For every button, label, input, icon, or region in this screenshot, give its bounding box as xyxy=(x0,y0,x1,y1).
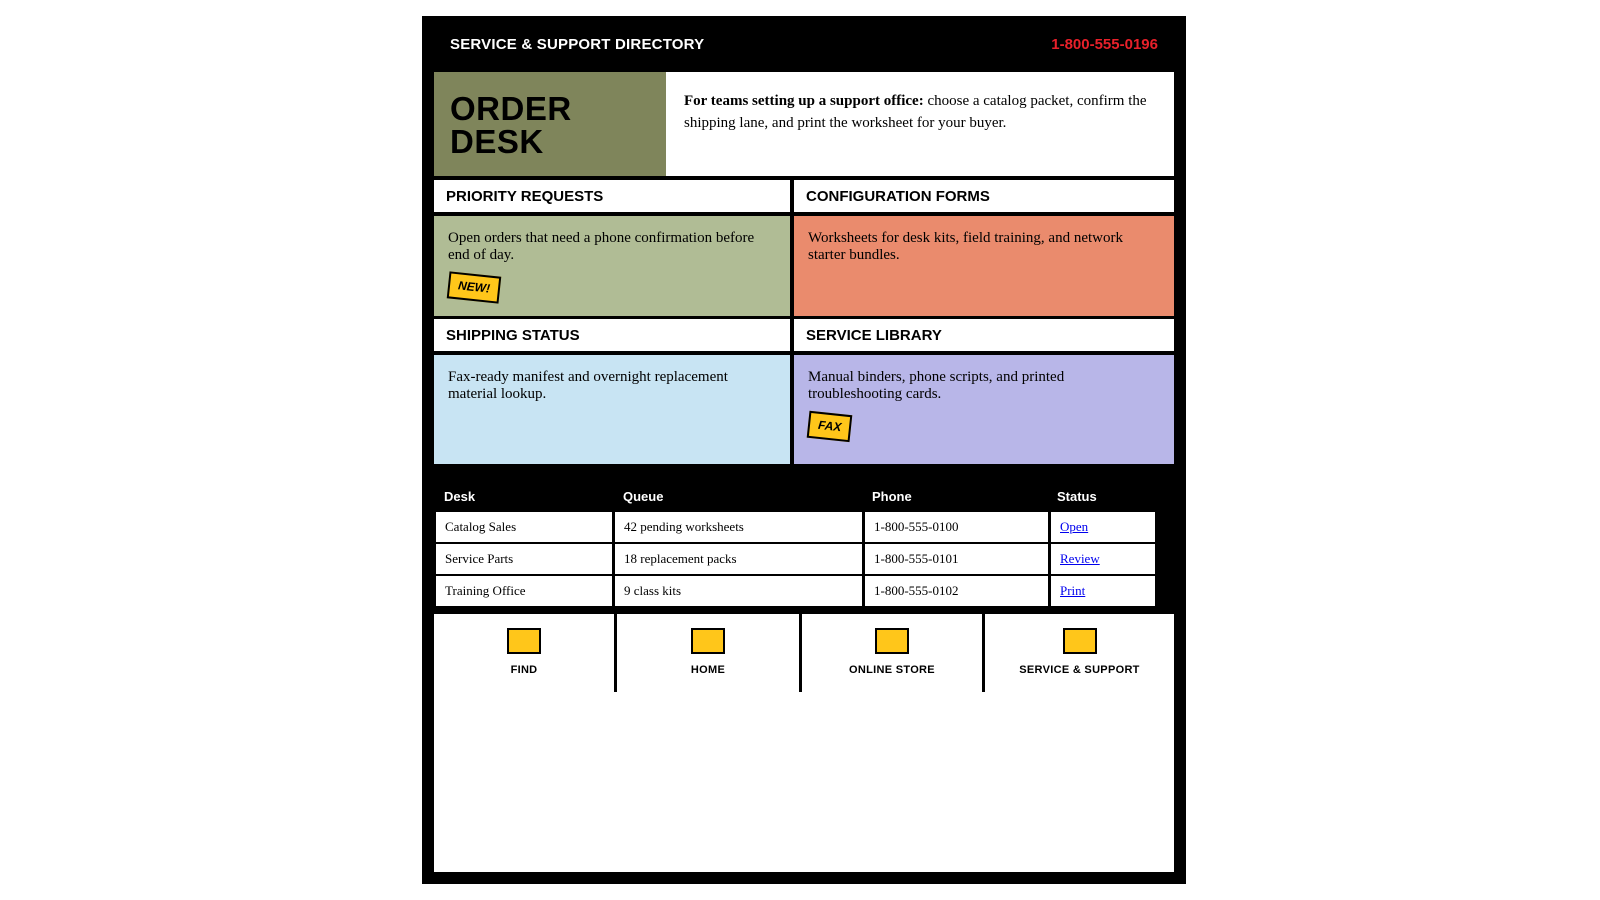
service-library-card[interactable] xyxy=(794,355,1174,464)
priority-requests-heading[interactable]: PRIORITY REQUESTS xyxy=(434,180,790,212)
priority-requests-text: Open orders that need a phone confirmation before end of day. xyxy=(448,230,755,263)
queue-cell: 18 replacement packs xyxy=(615,544,862,574)
desk-table xyxy=(434,480,1174,614)
top-bar xyxy=(422,16,1186,72)
hero xyxy=(434,72,1174,176)
nav-label: FIND xyxy=(510,664,538,676)
table-header xyxy=(434,480,1174,512)
queue-cell: 42 pending worksheets xyxy=(615,512,862,542)
status-cell xyxy=(1051,576,1155,606)
phone-cell: 1-800-555-0101 xyxy=(865,544,1048,574)
configuration-forms-text: Worksheets for desk kits, field training, and network starter bundles. xyxy=(808,230,1123,263)
nav-online-store[interactable] xyxy=(802,614,982,692)
hero-title-line1: ORDER xyxy=(450,90,572,127)
status-cell xyxy=(1051,512,1155,542)
col-phone: Phone xyxy=(872,489,912,504)
directory-title: SERVICE & SUPPORT DIRECTORY xyxy=(450,35,705,53)
hero-description xyxy=(684,90,1160,134)
queue-cell: 9 class kits xyxy=(615,576,862,606)
phone-cell: 1-800-555-0102 xyxy=(865,576,1048,606)
status-link-open[interactable]: Open xyxy=(1060,519,1089,534)
col-status: Status xyxy=(1057,489,1097,504)
hero-lead: For teams setting up a support office: xyxy=(684,93,924,109)
status-cell xyxy=(1051,544,1155,574)
col-queue: Queue xyxy=(623,489,664,504)
hero-body: choose a catalog packet, confirm the shipping lane, and print the worksheet for your buyer. xyxy=(684,93,1147,131)
divider xyxy=(790,180,794,316)
service-library-heading[interactable]: SERVICE LIBRARY xyxy=(794,319,1174,351)
home-icon xyxy=(691,628,725,654)
shipping-status-card[interactable] xyxy=(434,355,790,464)
shipping-status-heading[interactable]: SHIPPING STATUS xyxy=(434,319,790,351)
store-icon xyxy=(875,628,909,654)
hero-title-line2: DESK xyxy=(450,123,544,160)
service-library-text: Manual binders, phone scripts, and printed troubleshooting cards. xyxy=(808,369,1065,402)
directory-frame xyxy=(422,16,1186,884)
nav-label: ONLINE STORE xyxy=(849,664,935,676)
priority-requests-card[interactable] xyxy=(434,216,790,316)
nav-home[interactable] xyxy=(617,614,799,692)
nav-label: HOME xyxy=(690,664,726,676)
phone-cell: 1-800-555-0100 xyxy=(865,512,1048,542)
nav-find[interactable] xyxy=(434,614,614,692)
find-icon xyxy=(507,628,541,654)
col-desk: Desk xyxy=(444,489,476,504)
configuration-forms-card[interactable] xyxy=(794,216,1174,316)
desk-cell: Service Parts xyxy=(436,544,612,574)
status-link-review[interactable]: Review xyxy=(1060,551,1100,566)
table-row xyxy=(436,544,1172,574)
desk-cell: Catalog Sales xyxy=(436,512,612,542)
status-link-print[interactable]: Print xyxy=(1060,583,1086,598)
nav-service-support[interactable] xyxy=(985,614,1174,692)
table-row xyxy=(436,512,1172,542)
divider xyxy=(434,464,1174,480)
desk-cell: Training Office xyxy=(436,576,612,606)
bottom-nav xyxy=(434,614,1174,692)
order-desk-block xyxy=(434,72,666,176)
new-badge: NEW! xyxy=(447,271,502,303)
table-row xyxy=(436,576,1172,606)
shipping-status-text: Fax-ready manifest and overnight replacement material lookup. xyxy=(448,369,728,402)
configuration-forms-heading[interactable]: CONFIGURATION FORMS xyxy=(794,180,1174,212)
fax-badge: FAX xyxy=(807,411,853,442)
header-phone[interactable]: 1-800-555-0196 xyxy=(1051,35,1158,53)
divider xyxy=(790,319,794,464)
nav-label: SERVICE & SUPPORT xyxy=(1019,664,1140,676)
support-icon xyxy=(1063,628,1097,654)
content-panel xyxy=(434,72,1174,872)
